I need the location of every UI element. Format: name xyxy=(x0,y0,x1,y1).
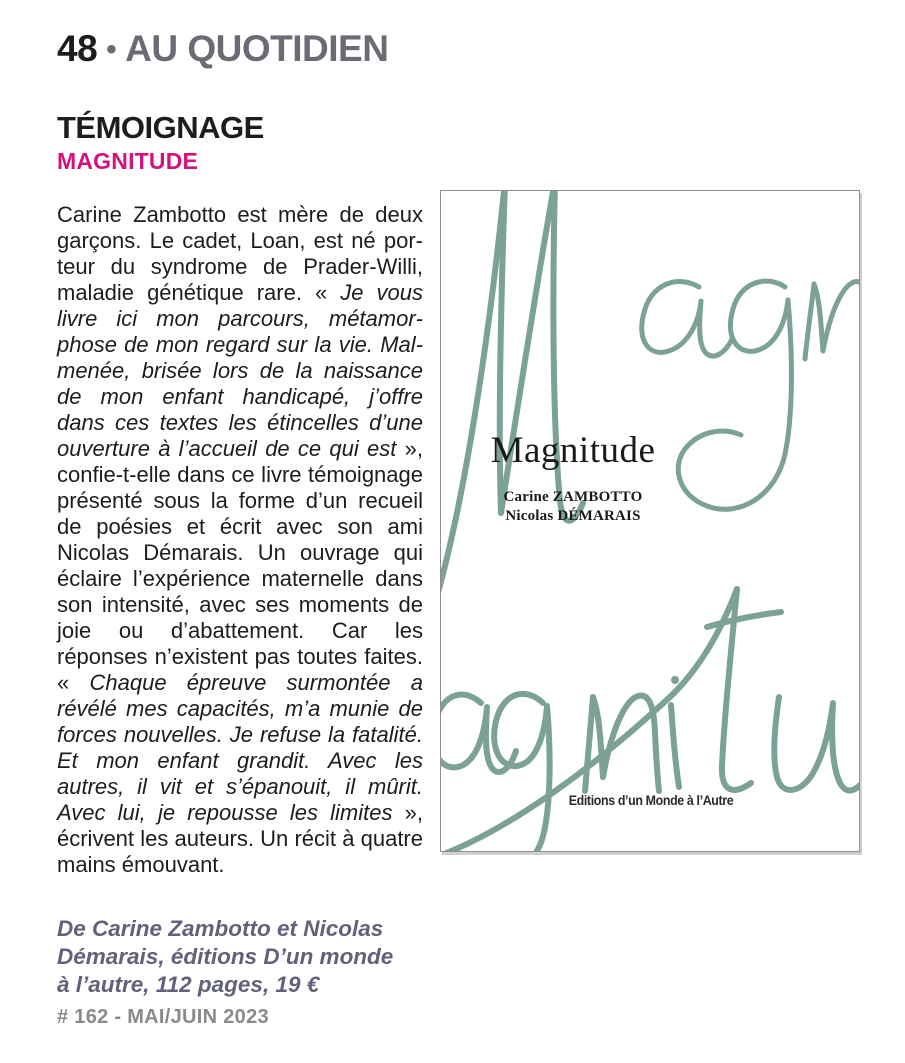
cover-title: Magnitude xyxy=(490,430,656,471)
cover-author-1: Carine ZAMBOTTO xyxy=(503,489,643,505)
article-title: MAGNITUDE xyxy=(57,148,199,174)
cover-authors xyxy=(463,488,683,526)
cover-script-magn xyxy=(441,191,859,623)
book-credit: De Carine Zambotto et Nicolas Démarais, éditions D’un monde à l’autre, 112 pages, 19 € xyxy=(57,915,394,997)
page-number: 48 xyxy=(57,28,98,69)
article-body: Carine Zambotto est mère de deux garçons. Le cadet, Loan, est né porteur du syndrome de Prader-Willi, maladie génétique rare. « Je vous livre ici mon parcours, métamorphose de mon regard sur la vie. Malmenée, brisée lors de la naissance de mon enfant handicapé, j’offre dans ces textes les étincelles d’une ouverture à l’accueil de ce qui est », confie-t-elle dans ce livre témoignage présenté sous la forme d’un recueil de poésies et écrit avec son ami Nicolas Démarais. Un ouvrage qui éclaire l’expérience maternelle dans son intensité, avec ses moments de joie ou d’abattement. Car les réponses n’existent pas toutes faites. « Chaque épreuve surmontée a révélé mes capacités, m’a munie de forces nouvelles. Je refuse la fatalité. Et mon enfant grandit. Avec les autres, il vit et s’épanouit, il mûrit. Avec lui, je repousse les limites », écrivent les auteurs. Un récit à quatre mains émouvant. xyxy=(57,202,423,877)
cover-script-agnitu xyxy=(441,589,859,851)
bullet-separator: • xyxy=(106,33,117,66)
cover-publisher: Editions d’un Monde à l’Autre xyxy=(568,793,734,808)
issue-footer: # 162 - MAI/JUIN 2023 xyxy=(57,1006,269,1028)
book-cover xyxy=(440,190,860,852)
section-title: AU QUOTIDIEN xyxy=(125,28,389,69)
rubric-heading: TÉMOIGNAGE xyxy=(57,110,264,145)
cover-title-block xyxy=(463,429,683,526)
masthead xyxy=(57,28,388,70)
cover-author-2: Nicolas DÉMARAIS xyxy=(505,508,641,524)
